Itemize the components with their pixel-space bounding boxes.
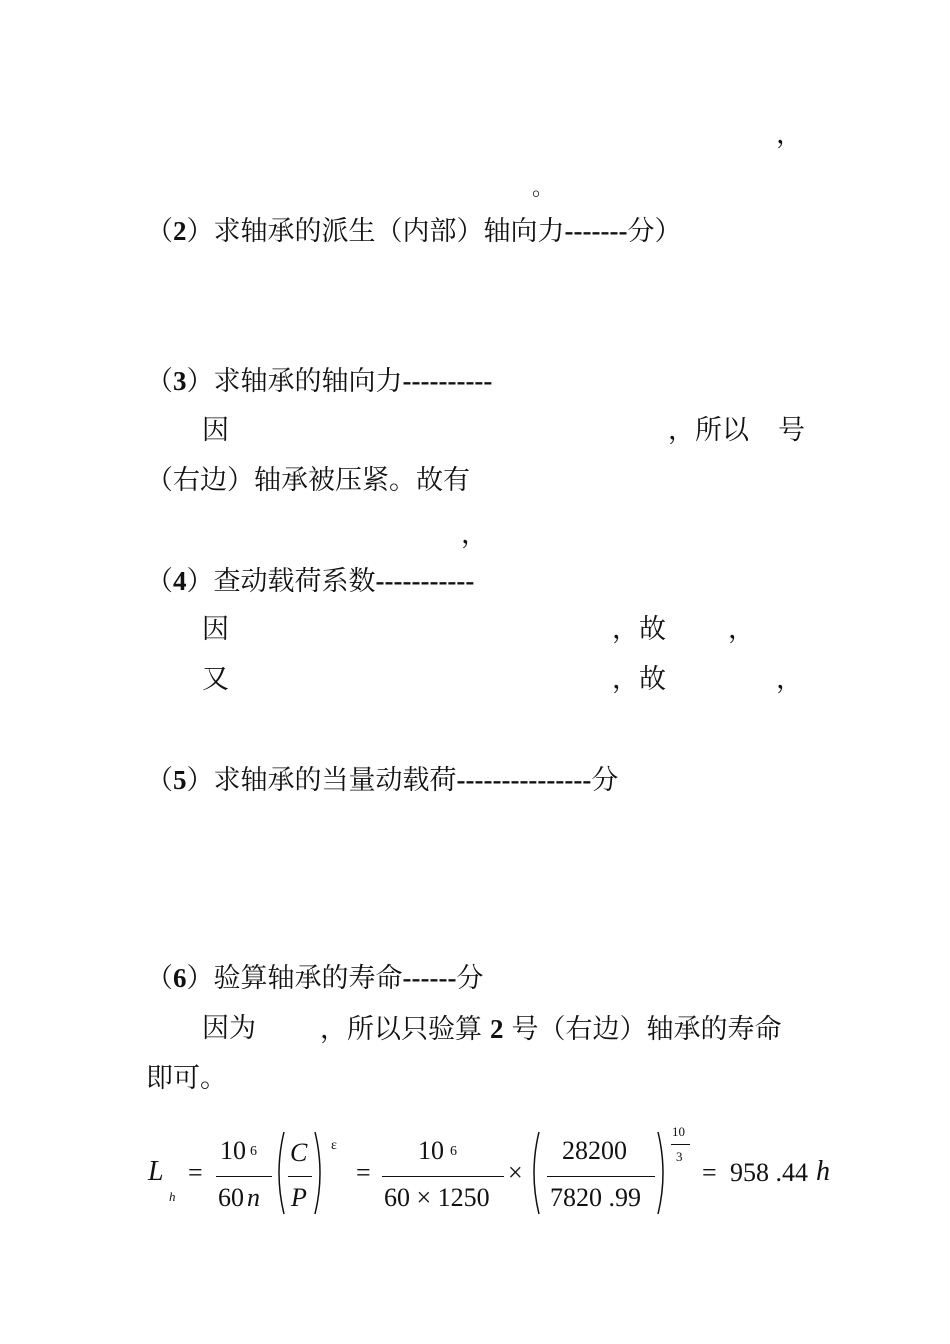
cp-den: P [291,1183,307,1212]
f1-num-exp: 6 [250,1144,257,1159]
formula-eq2: = [356,1158,371,1187]
stray-period: 。 [532,176,555,201]
f1-den-num: 60 [218,1183,244,1212]
f3-den: 7820 .99 [550,1183,641,1212]
f2-bar [382,1176,504,1177]
s4-line2-c: ， [776,664,803,695]
formula-eq1: = [188,1158,203,1187]
stray-comma: ， [776,119,803,150]
f2-den: 60 × 1250 [384,1183,490,1212]
section-5-heading: （5）求轴承的当量动载荷---------------分 [146,765,619,796]
section-2-heading: （2）求轴承的派生（内部）轴向力-------分） [146,216,682,247]
section-4-heading: （4）查动载荷系数----------- [146,566,475,597]
s3-line1-c: 号 [778,415,805,446]
s3-comma: ， [461,519,488,550]
exp-den: 3 [676,1149,683,1164]
s6-line1-rest: ，所以只验算 2 号（右边）轴承的寿命 [320,1014,782,1045]
formula-result: 958 .44 [730,1158,808,1187]
f2-num-base: 10 [418,1136,444,1165]
f2-num-exp: 6 [450,1144,457,1159]
formula-times: × [508,1158,523,1187]
s6-line2: 即可。 [146,1063,227,1094]
exp-num: 10 [672,1124,685,1139]
section-6-heading: （6）验算轴承的寿命------分 [146,963,484,994]
s6-line1-a: 因为 [202,1013,256,1044]
left-paren-f3 [527,1130,541,1216]
cp-bar [288,1176,312,1177]
formula-sub-h: h [169,1189,176,1204]
f1-den-var: n [247,1183,260,1212]
f3-num: 28200 [562,1136,627,1165]
formula-eq3: = [702,1158,717,1187]
s3-line1-b: ，所以 [668,415,749,446]
section-3-heading: （3）求轴承的轴向力---------- [146,366,493,397]
exp-bar [671,1144,690,1145]
s4-line1-a: 因 [202,614,229,645]
f1-bar [216,1176,272,1177]
f1-num-base: 10 [220,1136,246,1165]
s4-line2-a: 又 [202,664,229,695]
s4-line1-c: ， [728,614,755,645]
formula-L: L [148,1156,164,1187]
s3-line2: （右边）轴承被压紧。故有 [146,465,470,496]
s3-line1-a: 因 [202,415,229,446]
f3-bar [547,1176,655,1177]
s4-line2-b: ，故 [612,664,666,695]
eps: ε [331,1138,337,1153]
left-paren-cp [272,1130,286,1216]
right-paren-cp [313,1130,327,1216]
formula-unit: h [816,1156,830,1187]
cp-num: C [290,1138,308,1167]
right-paren-f3 [656,1130,670,1216]
s4-line1-b: ，故 [612,614,666,645]
